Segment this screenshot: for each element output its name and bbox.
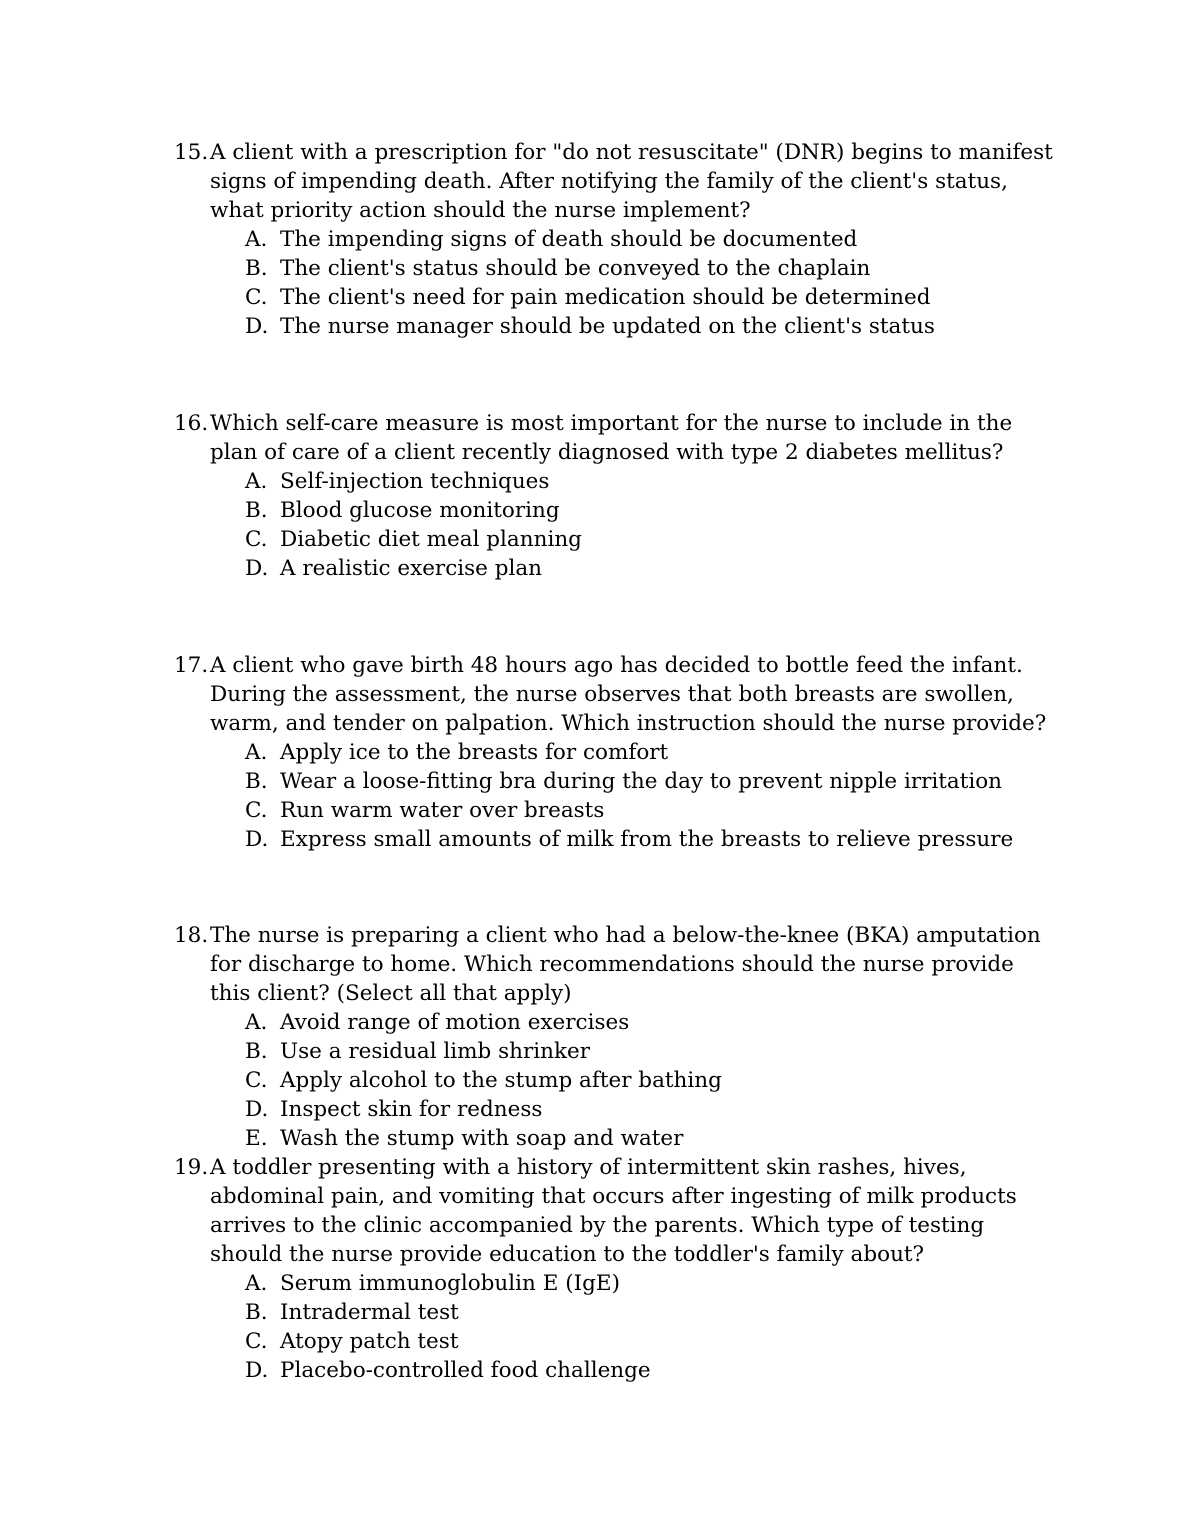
answer-option[interactable] [0,738,1190,767]
option-letter: A. [245,469,268,494]
answer-option[interactable] [0,1095,1190,1124]
option-letter: D. [245,556,269,581]
answer-option[interactable] [0,283,1190,312]
option-letter: A. [245,1271,268,1296]
option-text: Avoid range of motion exercises [280,1010,630,1035]
question-text: A client with a prescription for "do not resuscitate" (DNR) begins to manifest signs of impending death. After notifying the family of the client's status, what priority action should the nurse implement? [210,140,1053,223]
question-text: Which self-care measure is most important for the nurse to include in the plan of care of a client recently diagnosed with type 2 diabetes mellitus? [210,411,1013,465]
answer-options [0,738,1190,854]
question-16 [0,409,1190,583]
answer-option[interactable] [0,1356,1190,1385]
option-letter: A. [245,1010,268,1035]
answer-option[interactable] [0,496,1190,525]
option-text: Inspect skin for redness [280,1097,543,1122]
answer-option[interactable] [0,1327,1190,1356]
question-number: 17. [174,653,209,678]
option-text: Blood glucose monitoring [280,498,560,523]
option-letter: B. [245,769,268,794]
question-stem [0,651,1190,738]
option-text: The client's status should be conveyed to the chaplain [280,256,871,281]
question-text: A toddler presenting with a history of intermittent skin rashes, hives, abdominal pain, and vomiting that occurs after ingesting of milk products arrives to the clinic accompanied by the parents. Which type of testing should the nurse provide education to the toddler's family about? [210,1155,1017,1267]
question-text: The nurse is preparing a client who had a below-the-knee (BKA) amputation for discharge to home. Which recommendations should the nurse provide this client? (Select all that apply) [210,923,1041,1006]
question-15 [0,138,1190,341]
question-number: 18. [174,923,209,948]
answer-option[interactable] [0,796,1190,825]
question-stem [0,138,1190,225]
question-stem [0,1153,1190,1269]
option-letter: C. [245,1329,268,1354]
option-letter: C. [245,1068,268,1093]
option-text: A realistic exercise plan [280,556,543,581]
question-number: 16. [174,411,209,436]
question-number: 19. [174,1155,209,1180]
option-text: The client's need for pain medication should be determined [280,285,931,310]
option-text: Wash the stump with soap and water [280,1126,684,1151]
option-letter: B. [245,498,268,523]
answer-options [0,1269,1190,1385]
option-letter: C. [245,527,268,552]
option-text: Apply alcohol to the stump after bathing [280,1068,722,1093]
option-letter: C. [245,798,268,823]
answer-option[interactable] [0,1298,1190,1327]
question-number: 15. [174,140,209,165]
option-text: The impending signs of death should be documented [280,227,858,252]
option-letter: D. [245,314,269,339]
option-text: Serum immunoglobulin E (IgE) [280,1271,620,1296]
option-letter: D. [245,1097,269,1122]
option-letter: C. [245,285,268,310]
option-text: Express small amounts of milk from the breasts to relieve pressure [280,827,1014,852]
option-text: Apply ice to the breasts for comfort [280,740,669,765]
option-text: Self-injection techniques [280,469,550,494]
option-letter: B. [245,1300,268,1325]
answer-option[interactable] [0,1066,1190,1095]
option-letter: A. [245,227,268,252]
option-text: Placebo-controlled food challenge [280,1358,651,1383]
answer-option[interactable] [0,1124,1190,1153]
question-17 [0,651,1190,854]
option-letter: D. [245,1358,269,1383]
answer-options [0,225,1190,341]
option-letter: A. [245,740,268,765]
question-stem [0,921,1190,1008]
question-text: A client who gave birth 48 hours ago has decided to bottle feed the infant. During the assessment, the nurse observes that both breasts are swollen, warm, and tender on palpation. Which instruction should the nurse provide? [210,653,1047,736]
option-text: Diabetic diet meal planning [280,527,582,552]
answer-options [0,1008,1190,1153]
answer-option[interactable] [0,225,1190,254]
option-text: Atopy patch test [280,1329,459,1354]
option-letter: B. [245,256,268,281]
question-18 [0,921,1190,1153]
answer-option[interactable] [0,825,1190,854]
question-19 [0,1153,1190,1385]
answer-options [0,467,1190,583]
answer-option[interactable] [0,1269,1190,1298]
option-text: Run warm water over breasts [280,798,605,823]
answer-option[interactable] [0,254,1190,283]
option-text: The nurse manager should be updated on the client's status [280,314,935,339]
option-text: Use a residual limb shrinker [280,1039,591,1064]
option-text: Wear a loose-fitting bra during the day to prevent nipple irritation [280,769,1003,794]
answer-option[interactable] [0,1037,1190,1066]
answer-option[interactable] [0,1008,1190,1037]
answer-option[interactable] [0,767,1190,796]
answer-option[interactable] [0,525,1190,554]
option-letter: D. [245,827,269,852]
answer-option[interactable] [0,312,1190,341]
option-text: Intradermal test [280,1300,459,1325]
question-stem [0,409,1190,467]
option-letter: E. [245,1126,268,1151]
answer-option[interactable] [0,554,1190,583]
option-letter: B. [245,1039,268,1064]
answer-option[interactable] [0,467,1190,496]
